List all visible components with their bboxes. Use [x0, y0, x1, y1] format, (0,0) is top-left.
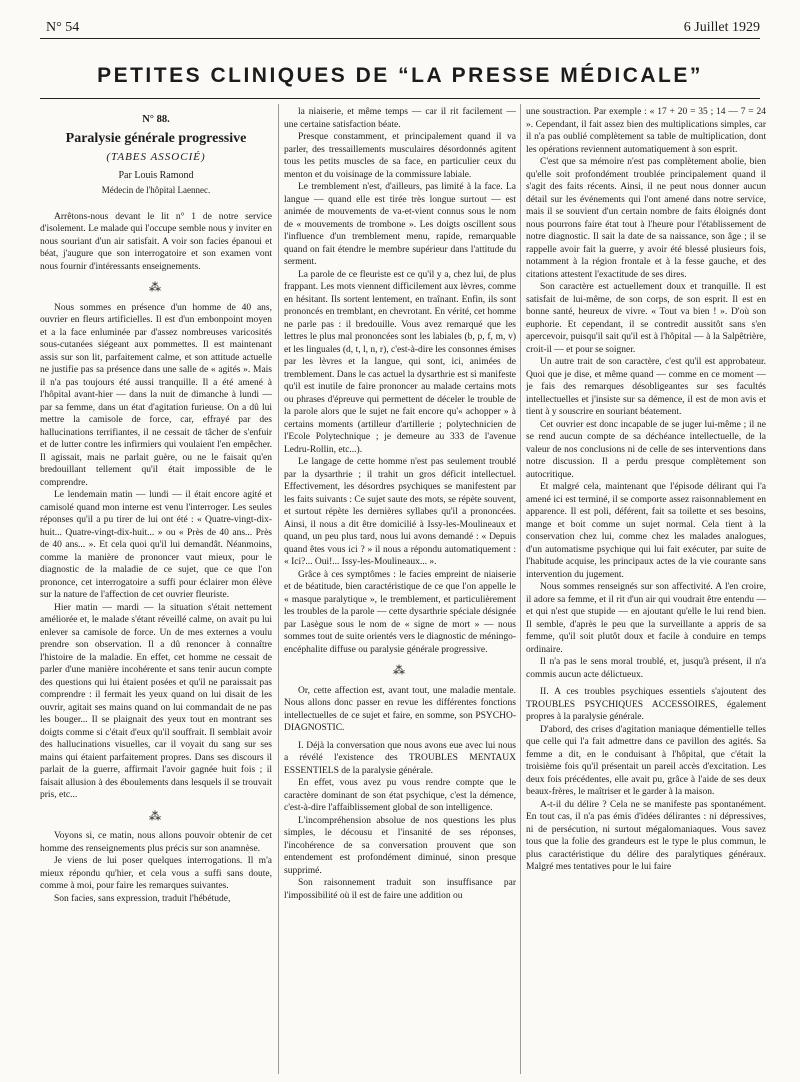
article-subtitle: (TABES ASSOCIÉ) — [106, 151, 206, 163]
paragraph: Le lendemain matin — lundi — il était encore agité et camisolé quand mon interne est venu l'interroger. Les seules réponses qu'il a pu tirer de lui ont été : « Quatre-vingt-dix-huit... Quatre-vingt-dix-huit... » ou « Près de 40 ans... Près de 40 ans... ». Et cela quoi qu'il lui demandât. Néanmoins, comme la manière de prononcer vaut mieux, pour le diagnostic de la maladie de ce sujet, que ce que l'on prononce, cet interrogatoire a suffi pour éclairer mon élève sur la nature de l'affection de cet ouvrier fleuriste. — [40, 490, 272, 600]
paragraph: D'abord, des crises d'agitation maniaque démentielle telles que celle qui l'a fait admettre dans ce pavillon des agités. Sa femme a dit, en le conduisant à l'hôpital, que c'était la troisième fois qu'il présentait un pareil accès d'excitation. Les deux fois précédentes, elle avait pu, grâce à l'aide de ses deux beaux-frères, le maîtriser et le garder à la maison. — [526, 724, 766, 797]
column-1 — [40, 106, 272, 1074]
paragraph: Grâce à ces symptômes : le facies empreint de niaiserie et de béatitude, bien caractéristique de ce que l'on appelle le « masque paralytique », le tremblement, et particulièrement les troubles de la parole — cette dysarthrie spéciale désignée par Lasègue sous le nom de « signe de mort » — nous sommes tout de suite orientés vers le diagnostic de méningo-encéphalite diffuse ou paralysie générale progressive. — [284, 569, 516, 655]
author-role: Médecin de l'hôpital Laennec. — [101, 185, 211, 195]
issue-date: 6 Juillet 1929 — [683, 20, 760, 35]
column-2 — [284, 106, 516, 1074]
issue-number: N° 54 — [46, 20, 80, 35]
paragraph: Voyons si, ce matin, nous allons pouvoir obtenir de cet homme des renseignements plus précis sur son anamnèse. — [40, 831, 272, 854]
author: Par Louis Ramond — [118, 169, 194, 181]
paragraph: Et malgré cela, maintenant que l'épisode délirant qui l'a amené ici est terminé, il se comporte assez raisonnablement en apparence. Il est poli, déférent, fait sa toilette et ses besoins, mange et boit comme un sujet normal. Cela tient à la conservation chez lui, comme chez les malades analogues, d'un automatisme psychique qui lui fait exécuter, par suite de l'habitude acquise, les principaux actes de la vie courante sans intervention du jugement. — [526, 482, 766, 580]
title-rule — [40, 98, 760, 99]
paragraph: Son caractère est actuellement doux et tranquille. Il est satisfait de lui-même, de son corps, de son esprit. Il est en bonne santé, heureux de vivre. « Tout va bien ! ». D'où son euphorie. Et cependant, il se contredit aussitôt sans s'en apercevoir, puisqu'il sait qu'il est à l'hôpital — à la Salpêtrière, croit-il — et pour se soigner. — [526, 282, 766, 355]
paragraph: une soustraction. Par exemple : « 17 + 20 = 35 ; 14 — 7 = 24 ». Cependant, il fait assez bien des multiplications simples, car il n'a pas oublié complètement sa table de multiplication, dont les opérations reviennent automatiquement à son esprit. — [526, 107, 766, 155]
paragraph: Je viens de lui poser quelques interrogations. Il m'a mieux répondu qu'hier, et cela vous a suffi sans doute, comme à moi, pour faire les remarques suivantes. — [40, 856, 272, 891]
paragraph: Cet ouvrier est donc incapable de se juger lui-même ; il ne se rend aucun compte de sa déchéance intellectuelle, de la valeur de nos conclusions ni de celle de ses interventions dans notre discussion. Il a perdu presque complètement son autocritique. — [526, 419, 766, 480]
paragraph: Or, cette affection est, avant tout, une maladie mentale. Nous allons donc passer en revue les différentes fonctions intellectuelles de ce sujet et faire, en somme, son PSYCHO-DIAGNOSTIC. — [284, 685, 516, 733]
article-number: N° 88. — [142, 114, 170, 125]
paragraph: Presque constamment, et principalement quand il va parler, des tressaillements musculaires désordonnés agitent tous les petits muscles de sa face, en particulier ceux du menton et du voisinage de la commissure labiale. — [284, 132, 516, 180]
paragraph: Hier matin — mardi — la situation s'était nettement améliorée et, le malade s'étant réveillé calme, on avait pu lui enlever sa camisole de force. Un de mes externes a voulu prendre son observation. Il a dû renoncer à connaître l'histoire de la maladie. En effet, cet homme ne cessait de parler d'une manière incohérente et sans tenir aucun compte des questions qui lui étaient posées et qu'il ne paraissait pas comprendre : il fermait les yeux quand on lui disait de les ouvrir, agitait ses mains quand on lui commandait de ne pas les bouger... Il se plaignait des yeux tout en montrant ses doigts comme si c'était d'eux qu'il souffrait. Il semblait avoir des hallucinations visuelles, car il voyait du sang sur ses mains qui étaient parfaitement propres. Dans ses discours il parlait de la guerre, affirmait l'avoir gagnée huit fois ; il faisait allusion à des éboulements dans lesquels il se trouvait pris, etc... — [40, 602, 272, 800]
paragraph: Le tremblement n'est, d'ailleurs, pas limité à la face. La langue — quand elle est tirée très longue surtout — est animée de mouvements de va-et-vient connus sous le nom de « mouvements de trombone ». Les doigts oscillent sous l'influence d'un tremblement menu, rapide, remarquable quand on fait étendre le membre supérieur dans l'attitude du serment. — [284, 182, 516, 267]
paragraph: Un autre trait de son caractère, c'est qu'il est approbateur. Quoi que je dise, et même quand — comme en ce moment — je fais des remarques désobligeantes sur ses facultés intellectuelles et j'insiste sur sa démence, il est de mon avis et tient à y souscrire en souriant béatement. — [526, 357, 766, 417]
column-divider-2 — [520, 104, 521, 1074]
paragraph: En effet, vous avez pu vous rendre compte que le caractère dominant de son état psychique, c'est la démence, c'est-à-dire l'affaiblissement global de son intelligence. — [284, 778, 516, 813]
asterism-separator: ⁂ — [393, 663, 407, 677]
article-title: Paralysie générale progressive — [65, 130, 247, 146]
column-3 — [526, 106, 766, 1074]
series-title: PETITES CLINIQUES DE “LA PRESSE MÉDICALE” — [97, 64, 703, 87]
paragraph: I. Déjà la conversation que nous avons eue avec lui nous a révélé l'existence des TROUBLES MENTAUX ESSENTIELS de la paralysie générale. — [284, 740, 516, 776]
column-divider-1 — [278, 104, 279, 1074]
paragraph: Son facies, sans expression, traduit l'hébétude, — [54, 893, 231, 904]
paragraph: II. A ces troubles psychiques essentiels s'ajoutent des TROUBLES PSYCHIQUES ACCESSOIRES, également propres à la paralysie générale. — [526, 687, 766, 722]
asterism-separator: ⁂ — [149, 808, 163, 823]
paragraph: Nous sommes en présence d'un homme de 40 ans, ouvrier en fleurs artificielles. Il est d'un embonpoint moyen et a la face enluminée par d'assez nombreuses varicosités sous-cutanées siégeant aux pommettes. Il est maintenant assis sur son lit, parfaitement calme, et son attitude actuelle ne justifie pas sa présence dans une salle de « agités ». Mais il n'a pas toujours été aussi tranquille. Il a été amené à l'hôpital avant-hier — dans la nuit de dimanche à lundi — par sa femme, dans un état d'agitation furieuse. On a dû lui mettre la camisole de force, car, effrayé par des hallucinations terrifiantes, il ne cessait de tâcher de s'enfuir et de lutter contre les infirmiers qui voulaient l'en empêcher. Il agissait, mais ne parlait guère, ou ne le faisait qu'en bredouillant tellement qu'il était impossible de le comprendre. — [40, 302, 272, 488]
paragraph: la niaiserie, et même temps — car il rit facilement — une certaine satisfaction béate. — [284, 107, 516, 130]
paragraph: La parole de ce fleuriste est ce qu'il y a, chez lui, de plus frappant. Les mots viennent difficilement aux lèvres, comme en hésitant. Ils sortent lentement, en traînant. Enfin, ils sont prononcés en tremblant, en chevrotant. En vérité, cet homme ne parle pas : il bredouille. Vous avez remarqué que les lettres le plus mal prononcées sont les labiales (b, p, f, m, v) et les linguales (d, t, l, n, r), c'est-à-dire les consonnes émises par les lèvres et la langue, qui sont, ici, animées de tremblement. Dans le cas actuel la dysarthrie est si manifeste qu'il est inutile de faire prononcer au malade certains mots ou phrases d'épreuve qui permettent de déceler le trouble de la parole alors que le sujet ne fait encore qu'« achopper » à certains moments (artilleur d'artillerie ; polytechnicien de l'Ecole Polytechnique ; je demeure au 333 de l'avenue Ledru-Rollin, etc...). — [284, 269, 516, 455]
paragraph: L'incompréhension absolue de nos questions les plus simples, le décousu et l'insanité de ses réponses, l'incohérence de sa conversation prouvent que son entendement est profondément diminué, sinon presque supprimé. — [284, 815, 516, 876]
paragraph: A-t-il du délire ? Cela ne se manifeste pas spontanément. En tout cas, il n'a pas émis d'idées délirantes : ni dépressives, ni de persécution, ni surtout mégalomaniaques. Vous savez tous que la folie des grandeurs est le type le plus commun, le plus caractéristique du délire des paralytiques généraux. Malgré mes tentatives pour le lui faire — [526, 799, 766, 872]
paragraph: Nous sommes renseignés sur son affectivité. A l'en croire, il adore sa femme, et il rit d'un air qui voudrait être entendu — et qui n'est que stupide — en ajoutant qu'elle le lui rend bien. Il semble, d'après le peu que la surveillante a appris de sa femme, qu'il soit plutôt doux et facile à conduire en temps ordinaire. — [526, 582, 766, 655]
header-rule — [40, 38, 760, 39]
paragraph: Arrêtons-nous devant le lit n° 1 de notre service d'isolement. Le malade qui l'occupe semble nous y inviter en nous souriant d'un air satisfait. A voir son facies épanoui et béat, j'augure que son interrogatoire et son examen vont nous fournir d'intéressants enseignements. — [40, 211, 272, 272]
asterism-separator: ⁂ — [149, 280, 163, 294]
paragraph: Le langage de cette homme n'est pas seulement troublé par la dysarthrie ; il trahit un gros déficit intellectuel. Effectivement, les désordres psychiques se manifestent par les faits suivants : Ce sujet saute des mots, se répète souvent, et surtout répète les dernières syllabes qu'il a prononcées. Ainsi, il nous a dit être domicilié à Issy-les-Moulineaux et quand, un peu plus tard, nous lui avons demandé : « Depuis quand êtes vous ici ? » il nous a répondu automatiquement : « Ici?... Oui!... Issy-les-Moulineaux... ». — [284, 457, 516, 567]
paragraph: C'est que sa mémoire n'est pas complètement abolie, bien qu'elle soit profondément troublée principalement quand il s'agit des faits récents. Ainsi, il ne peut nous donner aucun détail sur les événements qui l'ont amené dans notre service, mais il se souvient d'un certain nombre de faits éloignés dont nous pourrons faire état tout à l'heure pour l'établissement de notre diagnostic. Il sait la date de sa naissance, son âge ; il se rappelle avoir fait la guerre, y avoir été blessé plusieurs fois, notamment à la région frontale et à la fesse gauche, et des citations attestent l'exactitude de ses dires. — [526, 157, 766, 280]
paragraph: Il n'a pas le sens moral troublé, et, jusqu'à présent, il n'a commis aucun acte délictueux. — [526, 657, 766, 680]
paragraph: Son raisonnement traduit son insuffisance par l'impossibilité où il est de faire une addition ou — [284, 878, 516, 901]
page-header — [46, 6, 760, 36]
